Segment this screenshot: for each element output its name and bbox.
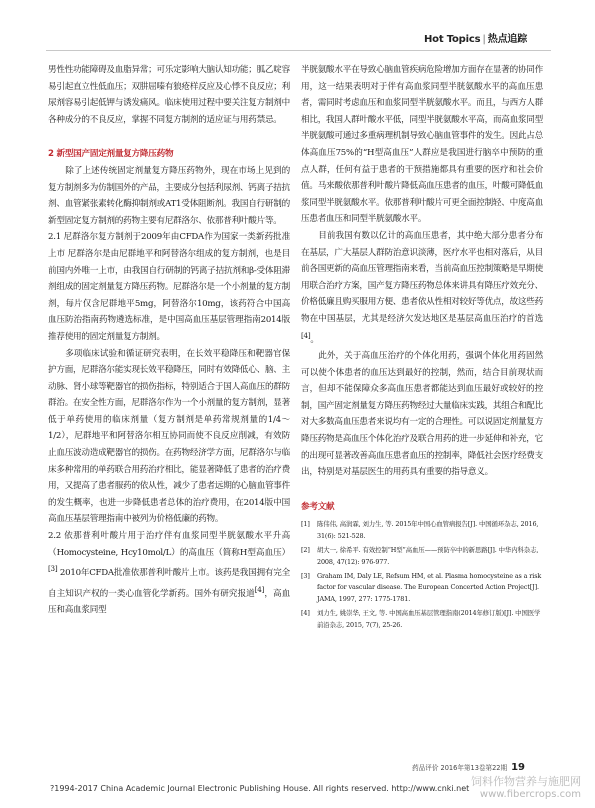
reference-number: [2] bbox=[301, 546, 310, 555]
reference-text: 胡大一, 徐希平. 有效控制“H型”高血压——预防卒中的新思路[J]. 中华内科杂志, 2008, 47(12): 976-977. bbox=[317, 546, 539, 566]
watermark bbox=[471, 775, 581, 801]
journal-issue: 药品评价 2016年第13卷第22期 bbox=[412, 764, 508, 772]
reference-text: Graham IM, Daly LE, Refsum HM, et al. Plasma homocysteine as a risk factor for vascular disease. The European Concerted Action Project[J]. JAMA, 1997, 277: 1775-1781. bbox=[317, 571, 542, 603]
subsection-2-2 bbox=[48, 528, 290, 619]
page-header bbox=[0, 0, 595, 52]
watermark-url: www.fibercrops.com bbox=[479, 789, 581, 800]
subsection-2-1-title: 2.1 尼群洛尔复方制剂 bbox=[48, 232, 133, 243]
references-heading: 参考文献 bbox=[301, 501, 335, 512]
subsection-2-2-text: 2010年CFDA批准依那普利叶酸片上市。该药是我国拥有完全自主知识产权的一类心血管化学新药。国外有研究报道 bbox=[48, 568, 290, 599]
header-journal-en: Hot Topics bbox=[424, 34, 481, 45]
subsection-2-2-text-end: ，高血压和高血浆同型 bbox=[48, 588, 290, 616]
reference-text: 刘力生, 姚崇华, 王文, 等. 中国高血压基层管理指南(2014年修订版)[J]. 中国医学前沿杂志, 2015, 7(7), 25-26. bbox=[317, 609, 541, 629]
section-2-intro: 除了上述传统固定剂量复方降压药物外，现在市场上见到的复方制剂多为仿制国外的产品，主要成分包括利尿剂、钙离子拮抗剂、血管紧张素转化酶抑制剂或AT1受体阻断剂。我国自行研制的新型固定复方制剂的药物主要有尼群洛尔、依那普利叶酸片等。 bbox=[48, 165, 290, 226]
citation: [4] bbox=[301, 330, 311, 340]
right-column bbox=[301, 62, 543, 634]
citation: [4] bbox=[254, 584, 265, 594]
copyright-line: ?1994-2017 China Academic Journal Electronic Publishing House. All rights reserved. http://www.cnki.net bbox=[50, 784, 470, 793]
primary-care-text: 目前我国有数以亿计的高血压患者，其中绝大部分患者分布在基层，广大基层人群防治意识淡薄，医疗水平也相对落后，从目前各国更新的高血压管理指南来看，当前高血压控制策略是早期使用联合治疗方案，国产复方降压药物总体来讲具有降压疗效充分、价格低廉且购买服用方便、患者依从性相对较好等优点，故这些药物在中国基层，尤其是经济欠发达地区是基层高血压治疗的首选 bbox=[301, 230, 543, 324]
reference-number: [1] bbox=[301, 520, 310, 529]
reference-text: 陈伟伟, 高润霖, 刘力生, 等. 2015年中国心血管病报告[J]. 中国循环杂志, 2016, 31(6): 521-528. bbox=[317, 520, 539, 540]
citation: [3] bbox=[48, 564, 58, 574]
header-section-cn: 热点追踪 bbox=[487, 34, 527, 45]
watermark-cn: 饲料作物营养与施肥网 bbox=[471, 775, 581, 788]
page-number: 19 bbox=[511, 762, 525, 773]
subsection-2-1 bbox=[48, 229, 290, 345]
references-list bbox=[301, 519, 543, 631]
reference-item bbox=[301, 545, 543, 568]
individualized-paragraph: 此外，关于高血压治疗的个体化用药，强调个体化用药固然可以使个体患者的血压达到最好的控制，然而，结合目前现状而言，但却不能保障众多高血压患者都能达到血压最好或较好的控制，国产固定剂量复方降压药物经过大量临床实践，其组合和配比对大多数高血压患者来说均有一定的合理性。可以说固定剂量复方降压药物是高血压个体化治疗及联合用药的进一步延伸和补充，它的出现可显著改善高血压患者血压的控制率，降低社会医疗经费支出，特别是对基层医生的用药具有重要的指导意义。 bbox=[301, 350, 543, 478]
trials-paragraph: 多项临床试验和循证研究表明，在长效平稳降压和靶器官保护方面，尼群洛尔能实现长效平稳降压，同时有效降低心、脑、主动脉、肾小球等靶器官的损伤指标，特别适合于国人高血压的群防群治。在安全性方面，尼群洛尔作为一个小剂量的复方制剂，显著低于单药使用的临床剂量（复方制剂是单药常规剂量的1/4～1/2），尼群地平和阿替洛尔相互协同而使不良反应削减，有效防止血压波动造成靶器官的损伤。在药物经济学方面，尼群洛尔与临床多种常用的单药联合用药治疗相比，能显著降低了患者的治疗费用，又提高了患者服药的依从性，减少了患者远期的心脑血管事件的发生概率，也进一步降低患者总体的治疗费用，在2014版中国高血压基层管理指南中被列为价格低廉的药物。 bbox=[48, 348, 290, 525]
left-column bbox=[48, 62, 290, 619]
reference-number: [3] bbox=[301, 571, 310, 580]
primary-care-paragraph bbox=[301, 228, 543, 348]
primary-care-end: 。 bbox=[310, 334, 319, 345]
running-header bbox=[424, 30, 527, 45]
reference-item bbox=[301, 571, 543, 605]
reference-item bbox=[301, 608, 543, 631]
reference-number: [4] bbox=[301, 609, 310, 618]
hcy-paragraph: 半胱氨酸水平在导致心脑血管疾病危险增加方面存在显著的协同作用，这一结果表明对于伴有高血浆同型半胱氨酸水平的高血压患者，需同时考虑血压和血浆同型半胱氨酸水平。而且，与西方人群相比，我国人群叶酸水平低，同型半胱氨酸水平高，而高血浆同型半胱氨酸可通过多重病理机制导致心脑血管事件的发生。因此占总体高血压75%的“H型高血压”人群应是我国进行脑卒中预防的重点人群，任何有益于患者的干预措施都具有重要的医疗和社会价值。马来酸依那普利叶酸片降低高血压患者的血压，叶酸可降低血浆同型半胱氨酸水平。依那普利叶酸片可更全面控制轻、中度高血压患者血压和同型半胱氨酸水平。 bbox=[301, 65, 543, 225]
header-rule bbox=[46, 50, 551, 51]
header-separator: | bbox=[482, 34, 486, 45]
page-footer bbox=[412, 762, 525, 773]
reference-item bbox=[301, 519, 543, 542]
subsection-2-1-text: 于2009年由CFDA作为国家一类新药批准上市 尼群洛尔是由尼群地平和阿替洛尔组成的复方制剂，也是目前国内外唯一上市，由我国自行研制的钙离子拮抗剂和β-受体阻滞剂组成的固定剂量复方降压药物。尼群洛尔是一个小剂量的复方制剂，每片仅含尼群地平5mg，阿替洛尔10mg，该药符合中国高血压防治指南药物遴选标准，是中国高血压基层管理指南2014版推荐使用的固定剂量复方制剂。 bbox=[48, 232, 290, 342]
section-2-heading: 2 新型国产固定剂量复方降压药物 bbox=[48, 149, 174, 160]
subsection-2-2-title: 2.2 依那普利叶酸片用于治疗伴有血浆同型半胱氨酸水平升高（Homocysteine, Hcy10mol/L）的高血压（简称H型高血压） bbox=[48, 531, 290, 558]
continuation-paragraph: 男性性功能障碍及血脂异常；可乐定影响大脑认知功能；胍乙啶容易引起直立性低血压；双肼屈嗪有狼疮样反应及心悸不良反应；利尿剂容易引起低钾与诱发痛风。临床使用过程中要关注复方制剂中各种成分的不良反应，掌握不同复方制剂的适应证与用药禁忌。 bbox=[48, 65, 290, 125]
